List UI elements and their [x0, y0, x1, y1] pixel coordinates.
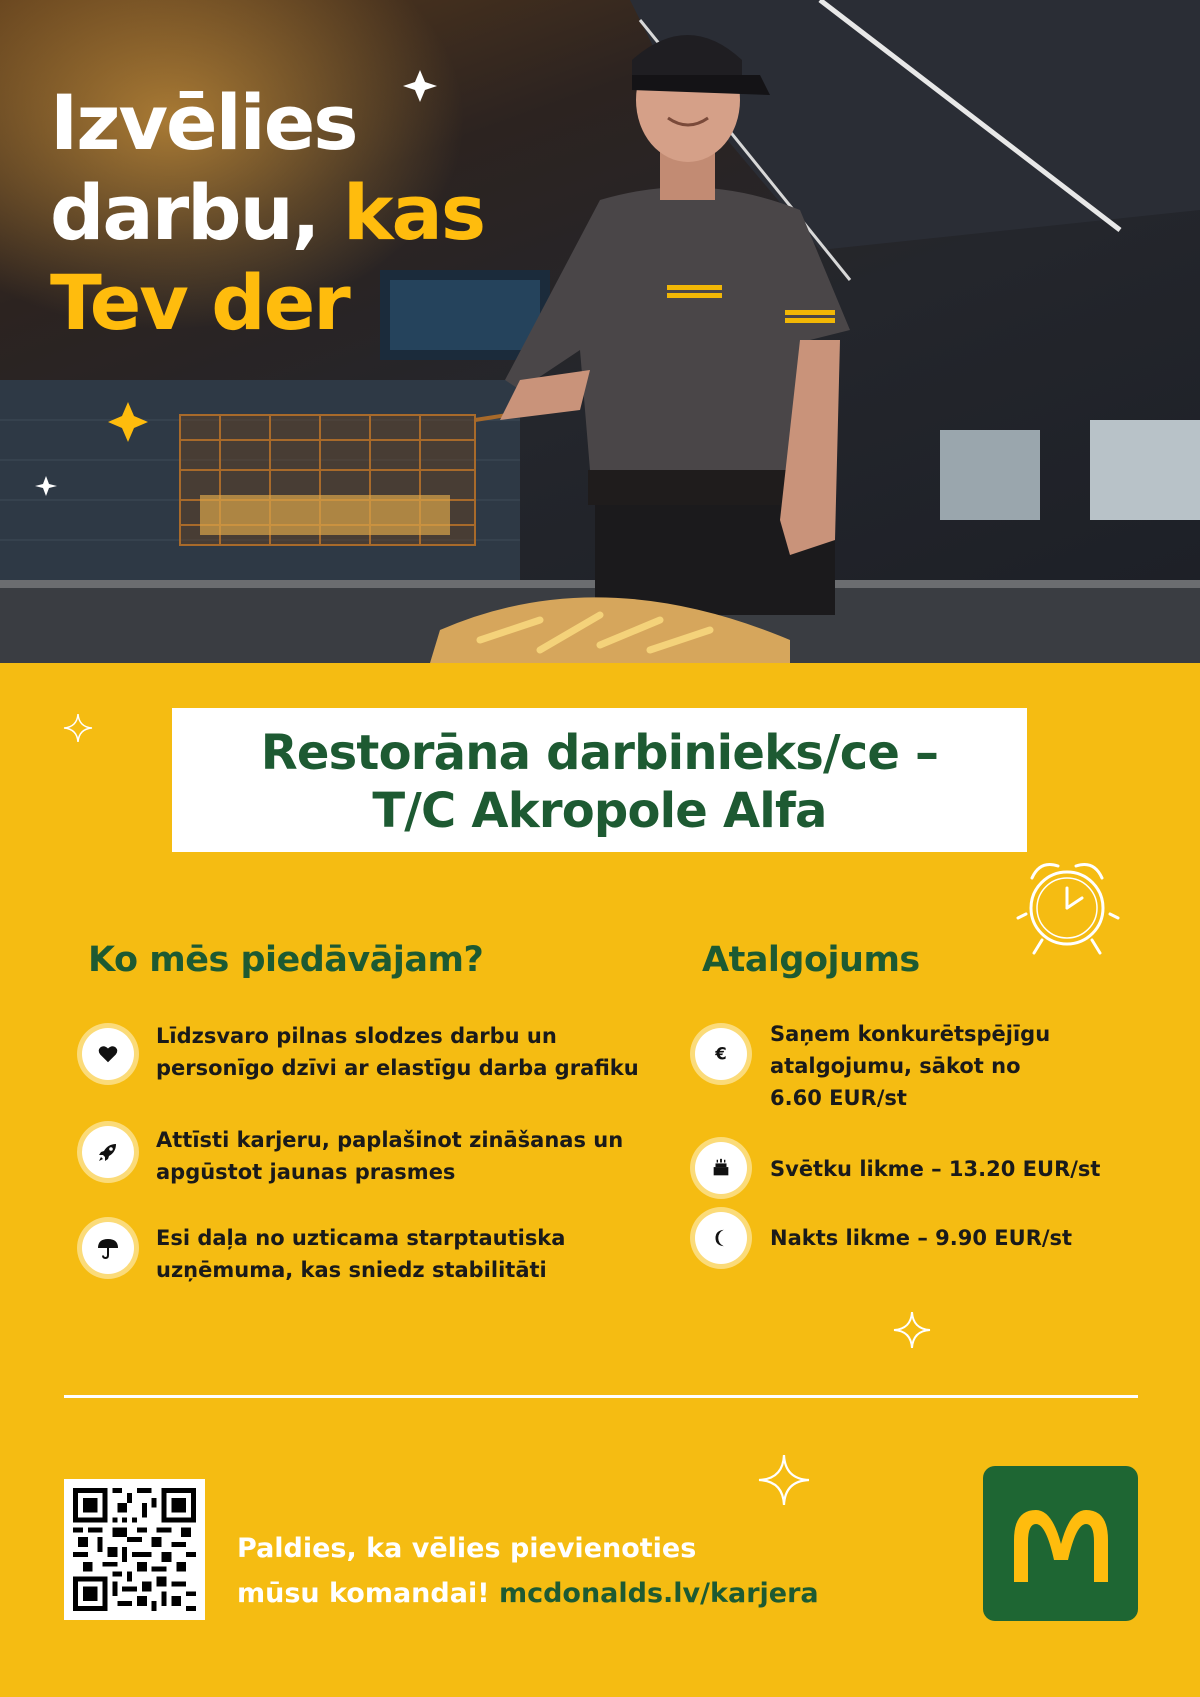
qr-code-pattern [73, 1488, 196, 1611]
headline-line-2-yellow: kas [343, 168, 485, 257]
pay-heading: Atalgojums [702, 940, 920, 980]
pay-item-3-line-1: Nakts likme – 9.90 EUR/st [770, 1226, 1073, 1250]
footer-line-2-prefix: mūsu komandai! [237, 1578, 490, 1609]
pay-item-1-line-3: 6.60 EUR/st [770, 1086, 907, 1110]
headline-line-1: Izvēlies [50, 78, 357, 167]
job-title-line-2: T/C Akropole Alfa [372, 783, 827, 839]
footer-line-1: Paldies, ka vēlies pievienoties [237, 1533, 697, 1564]
offer-item-3-line-1: Esi daļa no uzticama starptautiska [156, 1226, 566, 1250]
offer-item-1-line-1: Līdzsvaro pilnas slodzes darbu un [156, 1024, 557, 1048]
job-title-box [172, 708, 1027, 852]
hero-photo [0, 0, 1200, 663]
careers-link[interactable]: mcdonalds.lv/karjera [498, 1578, 819, 1609]
sparkle-icon [892, 1310, 932, 1350]
pay-item-2-line-1: Svētku likme – 13.20 EUR/st [770, 1157, 1101, 1181]
mcdonalds-logo [983, 1466, 1138, 1621]
footer-text [237, 1526, 819, 1616]
sparkle-icon [757, 1453, 811, 1507]
heart-icon [82, 1028, 134, 1080]
headline-line-2 [50, 168, 484, 258]
alarm-clock-icon [1010, 848, 1125, 963]
moon-icon [695, 1212, 747, 1264]
pay-item-3 [770, 1222, 1072, 1254]
footer-line-2 [237, 1571, 819, 1616]
rocket-icon [82, 1126, 134, 1178]
offer-item-1-line-2: personīgo dzīvi ar elastīgu darba grafiku [156, 1056, 639, 1080]
offer-item-2-line-2: apgūstot jaunas prasmes [156, 1160, 456, 1184]
euro-icon [695, 1028, 747, 1080]
svg-text:€: € [715, 1044, 727, 1064]
sparkle-icon [62, 712, 94, 744]
umbrella-icon [82, 1222, 134, 1274]
qr-code[interactable] [64, 1479, 205, 1620]
pay-item-1-line-1: Saņem konkurētspējīgu [770, 1022, 1051, 1046]
offer-item-2 [156, 1124, 623, 1188]
headline-line-3: Tev der [50, 258, 349, 347]
offer-item-3-line-2: uzņēmuma, kas sniedz stabilitāti [156, 1258, 547, 1282]
headline-line-2-white: darbu, [50, 168, 319, 257]
offer-item-1 [156, 1020, 639, 1084]
offer-item-3 [156, 1222, 565, 1286]
pay-item-1-line-2: atalgojumu, sākot no [770, 1054, 1021, 1078]
cake-icon [695, 1142, 747, 1194]
pay-item-1 [770, 1018, 1050, 1114]
pay-item-2 [770, 1153, 1100, 1185]
offer-heading: Ko mēs piedāvājam? [88, 940, 484, 980]
job-title-line-1: Restorāna darbinieks/ce – [260, 725, 939, 781]
offer-item-2-line-1: Attīsti karjeru, paplašinot zināšanas un [156, 1128, 624, 1152]
golden-arches-icon [1006, 1504, 1116, 1584]
divider [64, 1395, 1138, 1398]
hero-headline [50, 78, 484, 348]
